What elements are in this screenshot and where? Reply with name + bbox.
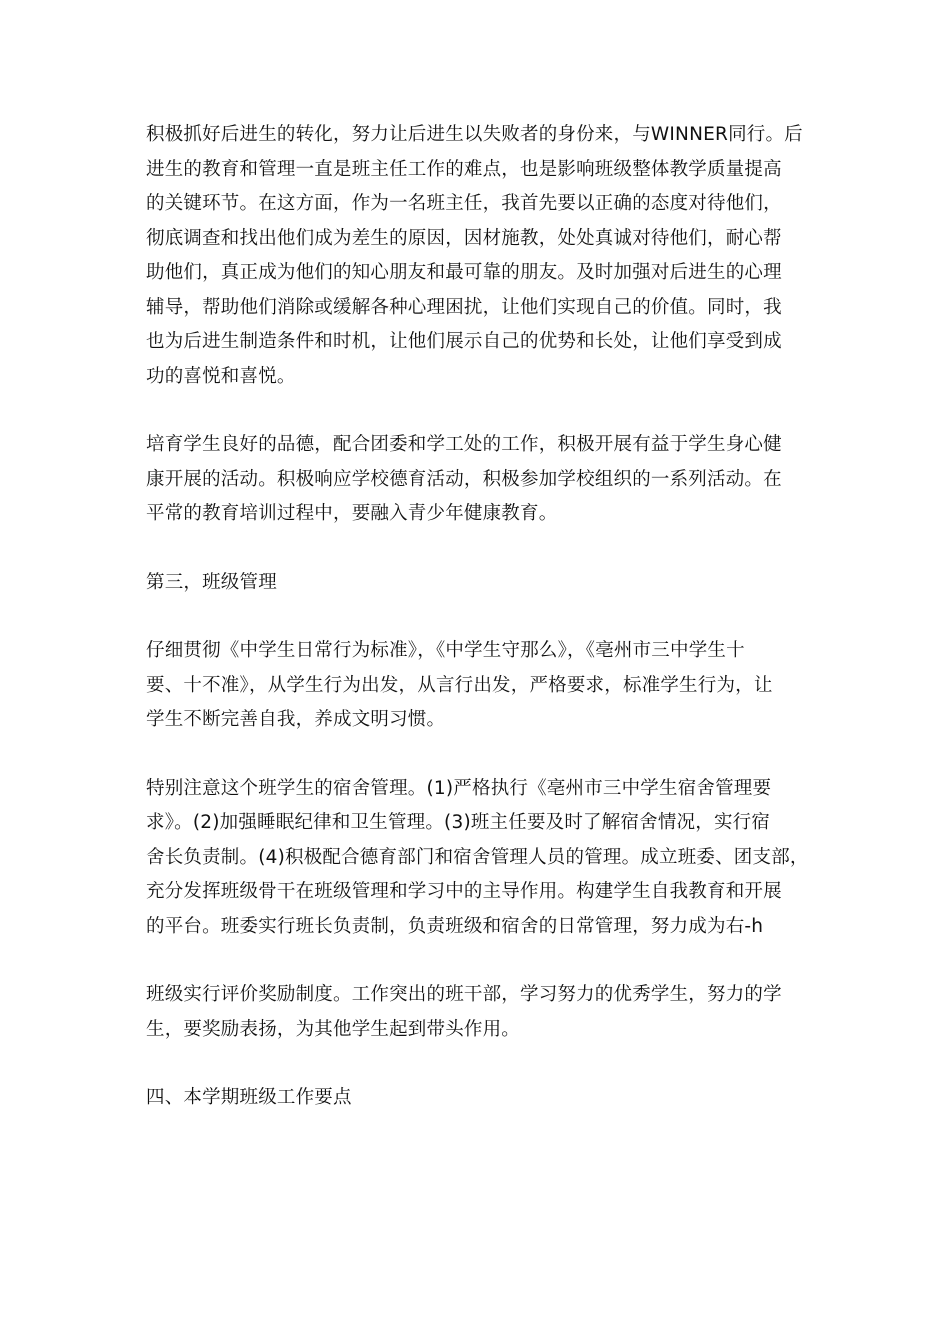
text-line: 助他们，真正成为他们的知心朋友和最可靠的朋友。及时加强对后进生的心理 <box>146 262 782 283</box>
paragraph-reward-system <box>146 978 826 1047</box>
text-line: 也为后进生制造条件和时机，让他们展示自己的优势和长处，让他们享受到成 <box>146 331 782 352</box>
text-line: 积极抓好后进生的转化，努力让后进生以失败者的身份来，与WINNER同行。后 <box>146 124 803 145</box>
section-heading-semester-focus <box>146 1081 826 1116</box>
text-line: 培育学生良好的品德，配合团委和学工处的工作，积极开展有益于学生身心健 <box>146 434 782 455</box>
heading-text: 第三，班级管理 <box>146 571 277 593</box>
text-line: 的关键环节。在这方面，作为一名班主任，我首先要以正确的态度对待他们， <box>146 193 782 214</box>
paragraph-moral-education <box>146 428 826 532</box>
paragraph-gap <box>146 532 826 566</box>
paragraph-gap <box>146 944 826 978</box>
text-line: 特别注意这个班学生的宿舍管理。(1)严格执行《亳州市三中学生宿舍管理要 <box>146 777 772 799</box>
paragraph-gap <box>146 738 826 772</box>
text-line: 彻底调查和找出他们成为差生的原因，因材施教，处处真诚对待他们，耐心帮 <box>146 227 782 249</box>
text-line: 生，要奖励表扬，为其他学生起到带头作用。 <box>146 1018 521 1040</box>
text-line: 学生不断完善自我，养成文明习惯。 <box>146 709 446 730</box>
document-body <box>146 118 826 1116</box>
text-line: 功的喜悦和喜悦。 <box>146 365 296 387</box>
text-line: 康开展的活动。积极响应学校德育活动，积极参加学校组织的一系列活动。在 <box>146 468 782 490</box>
paragraph-underachiever-transformation <box>146 118 826 394</box>
text-line: 舍长负责制。(4)积极配合德育部门和宿舍管理人员的管理。成立班委、团支部， <box>146 846 809 868</box>
heading-text: 四、本学期班级工作要点 <box>146 1087 352 1108</box>
text-line: 辅导，帮助他们消除或缓解各种心理困扰，让他们实现自己的价值。同时，我 <box>146 296 782 318</box>
paragraph-gap <box>146 394 826 428</box>
text-line: 进生的教育和管理一直是班主任工作的难点，也是影响班级整体教学质量提高 <box>146 158 782 180</box>
paragraph-dormitory-management <box>146 772 826 945</box>
text-line: 求》。(2)加强睡眠纪律和卫生管理。(3)班主任要及时了解宿舍情况，实行宿 <box>146 812 771 833</box>
text-line: 的平台。班委实行班长负责制，负责班级和宿舍的日常管理，努力成为右-h <box>146 915 764 937</box>
paragraph-gap <box>146 1047 826 1081</box>
paragraph-behavior-standards <box>146 634 826 738</box>
text-line: 平常的教育培训过程中，要融入青少年健康教育。 <box>146 503 558 524</box>
paragraph-gap <box>146 600 826 634</box>
section-heading-class-management <box>146 566 826 601</box>
text-line: 充分发挥班级骨干在班级管理和学习中的主导作用。构建学生自我教育和开展 <box>146 881 782 902</box>
text-line: 班级实行评价奖励制度。工作突出的班干部，学习努力的优秀学生，努力的学 <box>146 984 782 1005</box>
text-line: 要、十不准》，从学生行为出发，从言行出发，严格要求，标准学生行为，让 <box>146 674 773 696</box>
text-line: 仔细贯彻《中学生日常行为标准》，《中学生守那么》，《亳州市三中学生十 <box>146 640 745 661</box>
